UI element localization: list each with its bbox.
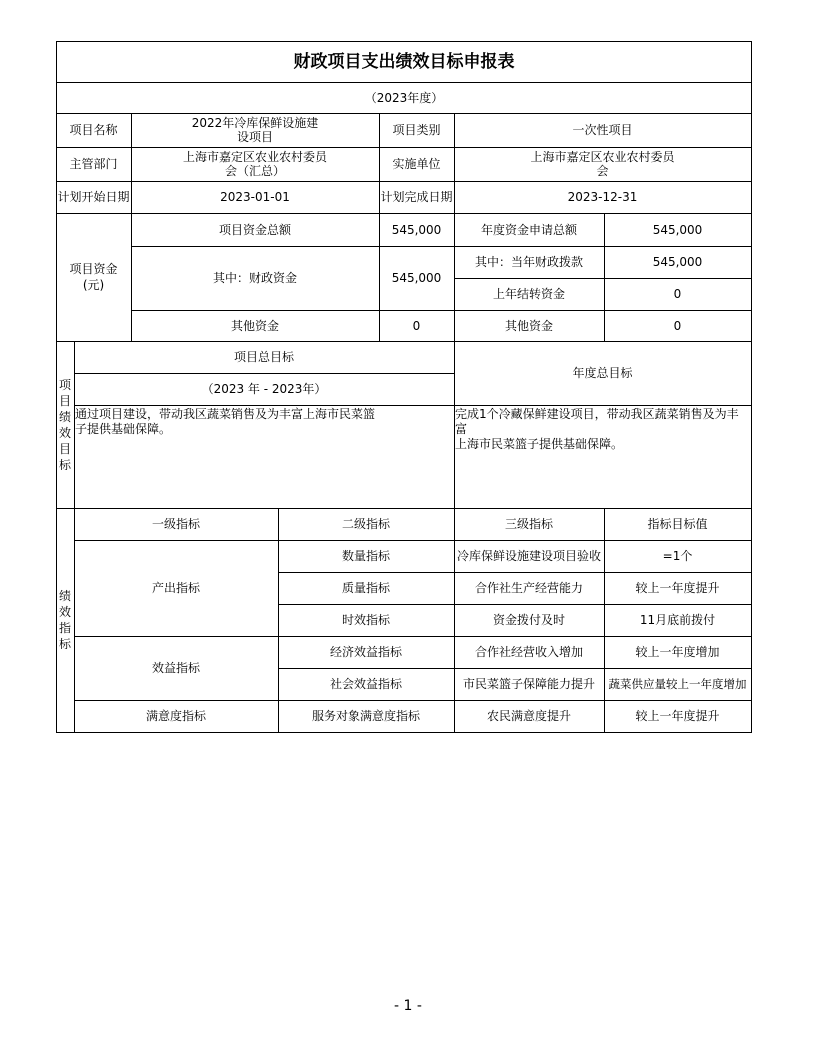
project-name-line-2: 设项目 <box>236 130 273 144</box>
current-fiscal-label: 其中：当年财政拨款 <box>474 255 583 269</box>
indicators-side-char: 标 <box>58 637 71 651</box>
indicators-side-char: 效 <box>58 605 71 619</box>
table-row-level2: 时效指标 <box>341 613 390 627</box>
impl-line-2: 会 <box>596 164 609 178</box>
table-row-level2: 质量指标 <box>341 581 390 595</box>
start-date-label: 计划开始日期 <box>57 190 130 204</box>
project-name-line-1: 2022年冷库保鲜设施建 <box>191 116 319 130</box>
end-date-label: 计划完成日期 <box>380 190 453 204</box>
header-level1: 一级指标 <box>151 517 200 531</box>
project-type-label: 项目类别 <box>392 123 441 137</box>
goals-side-char: 绩 <box>58 409 71 424</box>
annual-goal-label: 年度总目标 <box>572 366 633 380</box>
table-row-level3: 资金拨付及时 <box>492 613 565 627</box>
project-type-value: 一次性项目 <box>572 123 633 137</box>
benefit-indicator-label: 效益指标 <box>151 661 200 675</box>
header-level2: 二级指标 <box>341 517 390 531</box>
funds-label-line-2: (元) <box>82 278 105 292</box>
satisfaction-target: 较上一年度提升 <box>635 709 720 723</box>
table-row-level2: 经济效益指标 <box>329 645 402 659</box>
impl-value <box>454 147 751 181</box>
overall-goal-period: （2023 年 - 2023年） <box>201 382 327 396</box>
goals-side-label <box>56 341 74 508</box>
satisfaction-level3: 农民满意度提升 <box>486 709 571 723</box>
table-row-level3: 合作社生产经营能力 <box>474 581 583 595</box>
indicators-side-label <box>56 508 74 732</box>
indicators-side-char: 指 <box>58 621 71 635</box>
overall-goal-label: 项目总目标 <box>233 350 294 364</box>
carryover-label: 上年结转资金 <box>492 287 565 301</box>
table-row-level2: 数量指标 <box>341 549 390 563</box>
fiscal-funds-value: 545,000 <box>391 271 442 285</box>
overall-goal-text <box>74 405 454 508</box>
goals-side-char: 效 <box>58 425 71 440</box>
dept-line-2: 会（汇总） <box>224 164 285 178</box>
table-row-target: 较上一年度提升 <box>635 581 720 595</box>
end-date-value: 2023-12-31 <box>567 190 638 204</box>
header-target: 指标目标值 <box>647 517 708 531</box>
annual-total-value: 545,000 <box>652 222 703 237</box>
impl-label: 实施单位 <box>392 157 441 171</box>
goals-side-char: 目 <box>58 441 71 456</box>
other-funds-label: 其他资金 <box>230 318 279 333</box>
annual-other-funds-value: 0 <box>673 318 682 333</box>
annual-goal-line-2: 上海市民菜篮子提供基础保障。 <box>455 437 624 451</box>
dept-value <box>131 147 379 181</box>
goals-side-char: 目 <box>58 393 71 408</box>
page-number: - 1 - <box>394 998 422 1014</box>
table-row-level2: 社会效益指标 <box>329 677 402 691</box>
impl-line-1: 上海市嘉定区农业农村委员 <box>530 150 675 164</box>
annual-other-funds-label: 其他资金 <box>504 318 553 333</box>
project-name-value <box>131 113 379 147</box>
form-year: （2023年度） <box>364 90 444 105</box>
annual-total-label: 年度资金申请总额 <box>480 222 577 237</box>
table-row-level3: 冷库保鲜设施建设项目验收 <box>456 549 601 563</box>
overall-goal-line-1: 通过项目建设，带动我区蔬菜销售及为丰富上海市民菜篮 <box>75 407 376 421</box>
annual-goal-text <box>454 405 751 508</box>
project-name-label: 项目名称 <box>69 123 118 137</box>
table-row-target: 蔬菜供应量较上一年度增加 <box>608 677 747 691</box>
satisfaction-level2: 服务对象满意度指标 <box>311 709 420 723</box>
carryover-value: 0 <box>673 287 682 301</box>
table-row-target: 较上一年度增加 <box>635 645 720 659</box>
dept-line-1: 上海市嘉定区农业农村委员 <box>182 150 327 164</box>
funds-label <box>56 213 131 341</box>
header-level3: 三级指标 <box>504 517 553 531</box>
total-funds-label: 项目资金总额 <box>218 222 291 237</box>
satisfaction-level1: 满意度指标 <box>145 709 206 723</box>
table-row-level3: 市民菜篮子保障能力提升 <box>462 677 595 691</box>
fiscal-funds-label: 其中：财政资金 <box>212 271 297 285</box>
overall-goal-line-2: 子提供基础保障。 <box>75 422 172 436</box>
indicators-side-char: 绩 <box>58 589 71 603</box>
start-date-value: 2023-01-01 <box>220 190 290 204</box>
annual-goal-line-1: 完成1个冷藏保鲜建设项目，带动我区蔬菜销售及为丰富 <box>455 407 739 436</box>
dept-label: 主管部门 <box>69 157 118 171</box>
goals-side-char: 项 <box>58 377 71 392</box>
funds-label-line-1: 项目资金 <box>69 262 118 276</box>
table-row-target: =1个 <box>662 549 693 563</box>
output-indicator-label: 产出指标 <box>151 581 200 595</box>
current-fiscal-value: 545,000 <box>652 255 703 269</box>
other-funds-value: 0 <box>412 318 421 333</box>
total-funds-value: 545,000 <box>391 222 442 237</box>
table-row-level3: 合作社经营收入增加 <box>474 645 583 659</box>
table-row-target: 11月底前拨付 <box>639 613 716 627</box>
goals-side-char: 标 <box>58 457 71 472</box>
form-title: 财政项目支出绩效目标申报表 <box>293 51 515 72</box>
